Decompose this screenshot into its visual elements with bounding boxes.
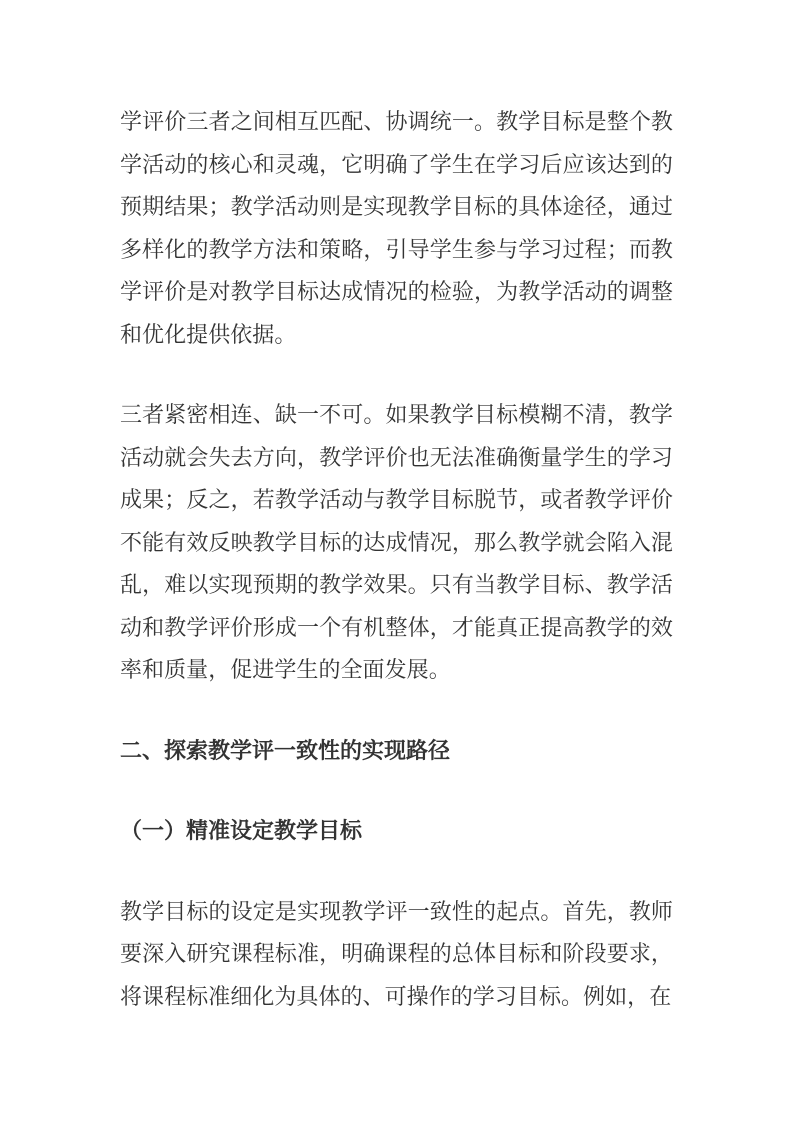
- subsection-heading-set-teaching-goals: （一）精准设定教学目标: [120, 818, 363, 843]
- section-heading-implementation-path: 二、探索教学评一致性的实现路径: [120, 737, 451, 763]
- paragraph-three-elements-linked: 三者紧密相连、缺一不可。如果教学目标模糊不清，教学活动就会失去方向，教学评价也无法准确衡量学生的学习成果；反之，若教学活动与教学目标脱节，或者教学评价不能有效反映教学目标的达成情况，那么教学就会陷入混乱，难以实现预期的教学效果。只有当教学目标、教学活动和教学评价形成一个有机整体，才能真正提高教学的效率和质量，促进学生的全面发展。: [120, 402, 673, 682]
- paragraph-teaching-goal-core: 学评价三者之间相互匹配、协调统一。教学目标是整个教学活动的核心和灵魂，它明确了学生在学习后应该达到的预期结果；教学活动则是实现教学目标的具体途径，通过多样化的教学方法和策略，引导学生参与学习过程；而教学评价是对教学目标达成情况的检验，为教学活动的调整和优化提供依据。: [120, 109, 673, 347]
- paragraph-goal-setting-start: 教学目标的设定是实现教学评一致性的起点。首先，教师要深入研究课程标准，明确课程的总体目标和阶段要求，将课程标准细化为具体的、可操作的学习目标。例如，在: [120, 898, 673, 1009]
